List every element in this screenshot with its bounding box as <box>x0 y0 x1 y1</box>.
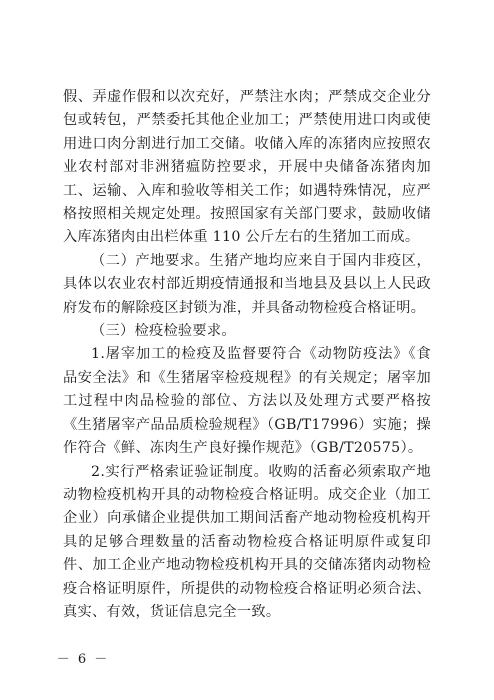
page-number: － 6 － <box>56 652 110 667</box>
paragraph-quarantine-item-2: 2.实行严格索证验证制度。收购的活畜必须索取产地动物检疫机构开具的动物检疫合格证明。成交企业（加工企业）向承储企业提供加工期间活畜产地动物检疫机构开具的足够合理数量的活畜动物检疫合格证明原件或复印件、加工企业产地动物检疫机构开具的交储冻猪肉动物检疫合格证明原件，所提供的动物检疫合格证明必须合法、真实、有效，货证信息完全一致。 <box>63 463 431 620</box>
section-heading-quarantine: （三）检疫检验要求。 <box>91 323 236 340</box>
paragraph-quarantine-item-1: 1.屠宰加工的检疫及监督要符合《动物防疫法》《食品安全法》和《生猪屠宰检疫规程》的有关规定；屠宰加工过程中肉品检验的部位、方法以及处理方式要严格按《生猪屠宰产品品质检验规程》（GB/T17996）实施；操作符合《鲜、冻肉生产良好操作规范》（GB/T20575）。 <box>63 346 431 457</box>
paragraph-continuation: 假、弄虚作假和以次充好，严禁注水肉；严禁成交企业分包或转包，严禁委托其他企业加工；严禁使用进口肉或使用进口肉分割进行加工交储。收储入库的冻猪肉应按照农业农村部对非洲猪瘟防控要求，开展中央储备冻猪肉加工、运输、入库和验收等相关工作；如遇特殊情况，应严格按照相关规定处理。按照国家有关部门要求，鼓励收储入库冻猪肉由出栏体重 110 公斤左右的生猪加工而成。 <box>63 89 431 246</box>
paragraph-origin-requirements: （二）产地要求。生猪产地均应来自于国内非疫区，具体以农业农村部近期疫情通报和当地县及县以上人民政府发布的解除疫区封锁为准，并具备动物检疫合格证明。 <box>63 252 431 316</box>
document-body <box>63 86 431 624</box>
